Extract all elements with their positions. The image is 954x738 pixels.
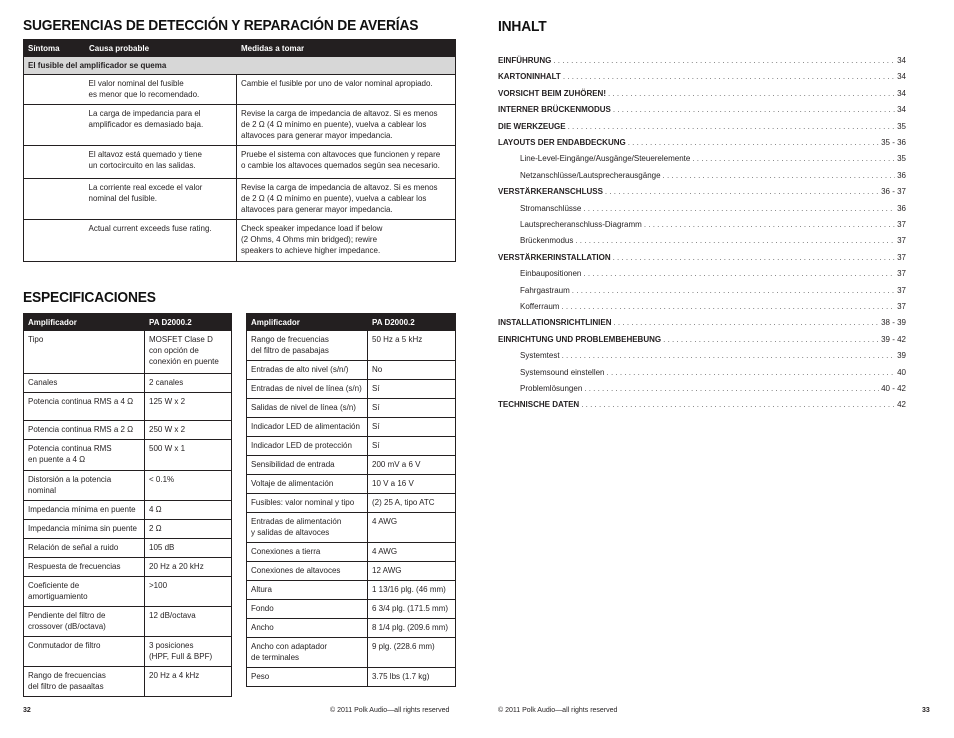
troubleshooting-table [23, 39, 456, 262]
toc-page: 37 [897, 269, 906, 279]
dot-leader [563, 71, 895, 82]
toc-subentry[interactable] [520, 383, 906, 394]
dot-leader [553, 55, 895, 66]
spec-row [24, 667, 232, 697]
toc-label: Kofferraum [520, 302, 560, 311]
spec-header-model: PA D2000.2 [368, 314, 456, 331]
spec-value: 10 V a 16 V [368, 475, 456, 494]
spec-row [247, 494, 456, 513]
page-number-right: 33 [922, 707, 930, 714]
toc-label: LAYOUTS DER ENDABDECKUNG [498, 138, 626, 147]
spec-value: >100 [145, 577, 232, 607]
toc-label: Netzanschlüsse/Lautsprecherausgänge [520, 170, 661, 180]
spec-value: Sí [368, 399, 456, 418]
header-cause: Causa probable [85, 40, 237, 57]
toc-page: 34 [897, 105, 906, 115]
spec-row [247, 581, 456, 600]
spec-row [247, 668, 456, 687]
toc-page: 36 [897, 170, 906, 180]
toc-label: VORSICHT BEIM ZUHÖREN! [498, 88, 606, 98]
spec-label: Entradas de alto nivel (s/n/) [247, 361, 368, 380]
spec-label: Fusibles: valor nominal y tipo [247, 494, 368, 513]
spec-row [24, 374, 232, 393]
spec-row [24, 637, 232, 667]
header-symptom: Síntoma [24, 40, 85, 57]
spec-row [247, 543, 456, 562]
spec-row [247, 437, 456, 456]
toc-label: KARTONINHALT [498, 72, 561, 82]
spec-row [24, 558, 232, 577]
dot-leader [692, 153, 895, 164]
toc-entry[interactable] [498, 252, 906, 263]
symptom-cell [24, 105, 85, 146]
spec-row [24, 440, 232, 471]
header-action: Medidas a tomar [237, 40, 456, 57]
toc-label: Stromanschlüsse [520, 203, 582, 213]
table-row [24, 179, 456, 220]
dot-leader [575, 235, 895, 246]
dot-leader [663, 170, 896, 181]
toc-subentry[interactable] [520, 170, 906, 181]
dot-leader [613, 104, 895, 115]
spec-label: Conexiones de altavoces [247, 562, 368, 581]
toc-label: Fahrgastraum [520, 285, 570, 295]
toc-label: VERSTÄRKERINSTALLATION [498, 252, 611, 262]
symptom-cell [24, 220, 85, 262]
table-row [24, 220, 456, 262]
spec-label: Entradas de nivel de línea (s/n) [247, 380, 368, 399]
action-cell: Cambie el fusible por uno de valor nominal apropiado. [241, 79, 433, 88]
toc-page: 39 [897, 351, 906, 361]
spec-label: Fondo [247, 600, 368, 619]
toc-label: TECHNISCHE DATEN [498, 400, 580, 410]
spec-label: Conexiones a tierra [247, 543, 368, 562]
toc-title: INHALT [498, 18, 547, 35]
toc-entry[interactable] [498, 186, 906, 197]
spec-label: Potencia continua RMS en puente a 4 Ω [24, 440, 145, 471]
toc-label: Problemlösungen [520, 384, 583, 393]
cause-cell: El valor nominal del fusible es menor que lo recomendado. [88, 79, 200, 99]
spec-value: 12 dB/octava [145, 607, 232, 637]
toc-subentry[interactable] [520, 268, 906, 279]
spec-row [247, 456, 456, 475]
spec-value: 500 W x 1 [145, 440, 232, 471]
table-row [24, 75, 456, 105]
spec-row [24, 539, 232, 558]
spec-row [24, 421, 232, 440]
toc-label: Systemtest [520, 351, 560, 361]
toc-page: 34 [897, 72, 906, 82]
spec-row [24, 520, 232, 539]
spec-header-model: PA D2000.2 [145, 314, 232, 331]
toc-subentry[interactable] [520, 235, 906, 246]
spec-title: ESPECIFICACIONES [23, 289, 156, 306]
spec-value: 3 posiciones (HPF, Full & BPF) [145, 637, 232, 667]
toc-page: 37 [897, 285, 906, 295]
toc-page: 34 [897, 88, 906, 98]
toc-entry[interactable] [498, 88, 906, 99]
toc-entry[interactable] [498, 317, 906, 328]
toc-subentry[interactable] [520, 285, 906, 296]
spec-value: No [368, 361, 456, 380]
spec-value: 4 AWG [368, 513, 456, 543]
toc-subentry[interactable] [520, 350, 906, 361]
toc-page: 40 [897, 367, 906, 377]
spec-label: Conmutador de filtro [24, 637, 145, 667]
spec-value: 20 Hz a 4 kHz [145, 667, 232, 697]
toc-page: 36 [897, 203, 906, 213]
spec-value: 250 W x 2 [145, 421, 232, 440]
spec-label: Ancho [247, 619, 368, 638]
toc-page: 37 [897, 220, 906, 229]
dot-leader [613, 252, 896, 263]
spec-row [247, 380, 456, 399]
toc-page: 35 [897, 154, 906, 164]
toc-entry[interactable] [498, 71, 906, 82]
dot-leader [583, 268, 895, 279]
spec-label: Impedancia mínima en puente [24, 501, 145, 520]
spec-value: Sí [368, 418, 456, 437]
spec-value: 200 mV a 6 V [368, 456, 456, 475]
toc-entry[interactable] [498, 104, 906, 115]
spec-label: Pendiente del filtro de crossover (dB/octava) [24, 607, 145, 637]
spec-row [247, 361, 456, 380]
spec-value: 125 W x 2 [145, 393, 232, 421]
dot-leader [644, 219, 895, 230]
toc-label: EINFÜHRUNG [498, 56, 552, 65]
spec-label: Impedancia mínima sin puente [24, 520, 145, 539]
toc-label: INTERNER BRÜCKENMODUS [498, 105, 611, 115]
spec-value: 9 plg. (228.6 mm) [368, 638, 456, 668]
toc-page: 37 [897, 302, 906, 311]
table-row [24, 105, 456, 146]
spec-row [247, 638, 456, 668]
copyright-left: © 2011 Polk Audio—all rights reserved [330, 707, 450, 714]
spec-value: 2 canales [145, 374, 232, 393]
spec-label: Potencia continua RMS a 4 Ω [24, 393, 145, 421]
toc-page: 37 [897, 252, 906, 262]
spec-row [24, 607, 232, 637]
spec-value: 3.75 lbs (1.7 kg) [368, 668, 456, 687]
spec-value: 8 1/4 plg. (209.6 mm) [368, 619, 456, 638]
spec-label: Entradas de alimentación y salidas de altavoces [247, 513, 368, 543]
spec-row [24, 577, 232, 607]
dot-leader [608, 88, 895, 99]
toc-entry[interactable] [498, 334, 906, 345]
spec-value: 2 Ω [145, 520, 232, 539]
spec-value: Sí [368, 437, 456, 456]
spec-value: 6 3/4 plg. (171.5 mm) [368, 600, 456, 619]
action-cell: Check speaker impedance load if below (2 Ohms, 4 Ohms min bridged); rewire speakers to achieve higher impedance. [241, 224, 383, 255]
spec-row [247, 399, 456, 418]
action-cell: Pruebe el sistema con altavoces que funcionen y repare o cambie los altavoces quemados según sea necesario. [241, 150, 441, 170]
spec-row [247, 562, 456, 581]
toc-page: 36 - 37 [881, 187, 906, 197]
toc-entry[interactable] [498, 55, 906, 66]
spec-label: Canales [24, 374, 145, 393]
toc-label: Brückenmodus [520, 236, 574, 246]
toc-page: 40 - 42 [881, 384, 906, 393]
spec-header-label: Amplificador [247, 314, 368, 331]
dot-leader [562, 350, 896, 361]
spec-row [247, 475, 456, 494]
spec-label: Peso [247, 668, 368, 687]
table-row [24, 146, 456, 179]
spec-value: Sí [368, 380, 456, 399]
toc-subentry[interactable] [520, 203, 906, 214]
toc-page: 38 - 39 [881, 318, 906, 328]
cause-cell: El altavoz está quemado y tiene un cortocircuito en las salidas. [88, 150, 202, 170]
spec-row [247, 619, 456, 638]
toc-entry[interactable] [498, 399, 906, 410]
dot-leader [628, 137, 879, 148]
spec-label: Sensibilidad de entrada [247, 456, 368, 475]
toc-label: Systemsound einstellen [520, 367, 605, 377]
dot-leader [607, 367, 896, 378]
dot-leader [663, 334, 879, 345]
spec-value: 12 AWG [368, 562, 456, 581]
cause-cell: Actual current exceeds fuse rating. [88, 224, 212, 233]
toc-subentry[interactable] [520, 219, 906, 230]
toc-page: 34 [897, 56, 906, 65]
spec-row [24, 331, 232, 374]
action-cell: Revise la carga de impedancia de altavoz. Si es menos de 2 Ω (4 Ω mínimo en puente), vuelva a cablear los altavoces para generar mayor impedancia. [241, 183, 438, 214]
spec-row [24, 471, 232, 501]
spec-row [24, 501, 232, 520]
symptom-cell [24, 179, 85, 220]
spec-value: 1 13/16 plg. (46 mm) [368, 581, 456, 600]
copyright-right: © 2011 Polk Audio—all rights reserved [498, 707, 618, 714]
dot-leader [613, 317, 879, 328]
toc-page: 39 - 42 [881, 334, 906, 344]
spec-value: < 0.1% [145, 471, 232, 501]
toc-label: EINRICHTUNG UND PROBLEMBEHEBUNG [498, 334, 662, 344]
symptom-cell [24, 75, 85, 105]
spec-label: Ancho con adaptador de terminales [247, 638, 368, 668]
toc-page: 35 [897, 121, 906, 131]
toc-subentry[interactable] [520, 367, 906, 378]
spec-row [247, 600, 456, 619]
spec-value: 20 Hz a 20 kHz [145, 558, 232, 577]
toc-subentry[interactable] [520, 301, 906, 312]
spec-label: Indicador LED de alimentación [247, 418, 368, 437]
toc-subentry[interactable] [520, 153, 906, 164]
cause-cell: La corriente real excede el valor nominal del fusible. [88, 183, 203, 203]
spec-row [24, 393, 232, 421]
spec-label: Salidas de nivel de línea (s/n) [247, 399, 368, 418]
toc-label: Einbaupositionen [520, 269, 582, 279]
spec-value: 4 Ω [145, 501, 232, 520]
spec-label: Tipo [24, 331, 145, 374]
cause-cell: La carga de impedancia para el amplificador es demasiado baja. [88, 109, 204, 129]
spec-value: (2) 25 A, tipo ATC [368, 494, 456, 513]
dot-leader [561, 301, 895, 312]
spec-row [247, 513, 456, 543]
spec-value: 105 dB [145, 539, 232, 558]
spec-label: Rango de frecuencias del filtro de pasabajas [247, 331, 368, 361]
page-number-left: 32 [23, 707, 31, 714]
toc-entry[interactable] [498, 137, 906, 148]
spec-table-left [23, 313, 232, 697]
spec-value: 4 AWG [368, 543, 456, 562]
spec-label: Distorsión a la potencia nominal [24, 471, 145, 501]
spec-value: 50 Hz a 5 kHz [368, 331, 456, 361]
dot-leader [605, 186, 879, 197]
toc-label: INSTALLATIONSRICHTLINIEN [498, 318, 612, 328]
spec-label: Indicador LED de protección [247, 437, 368, 456]
trouble-title: SUGERENCIAS DE DETECCIÓN Y REPARACIÓN DE AVERÍAS [23, 17, 419, 34]
toc-page: 35 - 36 [881, 138, 906, 147]
action-cell: Revise la carga de impedancia de altavoz. Si es menos de 2 Ω (4 Ω mínimo en puente), vuelva a cablear los altavoces para generar mayor impedancia. [241, 109, 438, 140]
trouble-section: El fusible del amplificador se quema [24, 57, 456, 75]
spec-label: Altura [247, 581, 368, 600]
toc-label: DIE WERKZEUGE [498, 121, 566, 131]
toc-page: 42 [897, 400, 906, 410]
spec-label: Potencia continua RMS a 2 Ω [24, 421, 145, 440]
spec-row [247, 418, 456, 437]
symptom-cell [24, 146, 85, 179]
toc-label: Line-Level-Eingänge/Ausgänge/Steuerelemente [520, 154, 691, 164]
spec-table-right [246, 313, 456, 687]
spec-row [247, 331, 456, 361]
spec-value: MOSFET Clase D con opción de conexión en puente [145, 331, 232, 374]
dot-leader [584, 383, 879, 394]
toc-entry[interactable] [498, 121, 906, 132]
toc-page: 37 [897, 236, 906, 246]
spec-header-label: Amplificador [24, 314, 145, 331]
spec-label: Coeficiente de amortiguamiento [24, 577, 145, 607]
spec-label: Rango de frecuencias del filtro de pasaaltas [24, 667, 145, 697]
spec-label: Respuesta de frecuencias [24, 558, 145, 577]
dot-leader [568, 121, 896, 132]
dot-leader [581, 399, 895, 410]
dot-leader [572, 285, 895, 296]
toc-label: VERSTÄRKERANSCHLUSS [498, 187, 603, 197]
dot-leader [583, 203, 895, 214]
spec-label: Voltaje de alimentación [247, 475, 368, 494]
spec-label: Relación de señal a ruido [24, 539, 145, 558]
toc-label: Lautsprecheranschluss-Diagramm [520, 220, 642, 229]
